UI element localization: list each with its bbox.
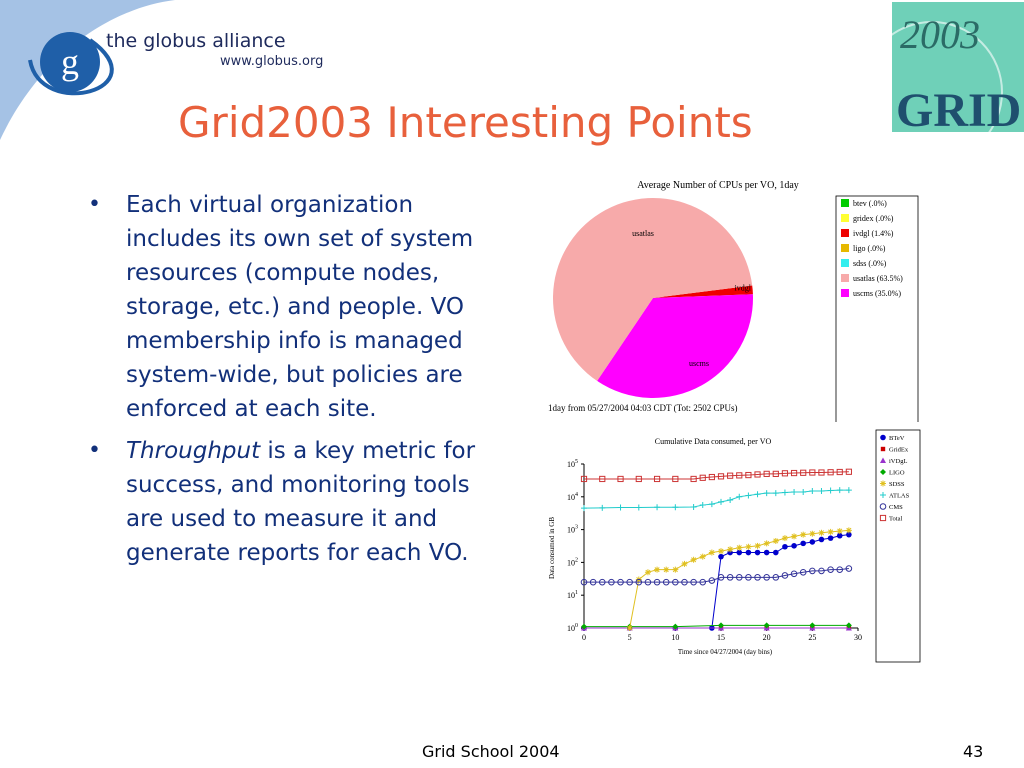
data-point (880, 515, 885, 520)
grid2003-badge (892, 2, 1024, 132)
logo-name: the globus alliance (106, 30, 286, 52)
globus-logo (0, 0, 175, 165)
data-point (718, 548, 724, 554)
data-point (654, 567, 660, 573)
data-point (718, 554, 724, 560)
data-point (773, 490, 779, 496)
data-point (881, 447, 885, 451)
data-point (800, 532, 806, 538)
data-point (599, 505, 605, 511)
line-title: Cumulative Data consumed, per VO (654, 437, 772, 446)
pie-slices (553, 198, 753, 398)
data-point (809, 531, 815, 537)
data-point (782, 544, 788, 550)
data-point (809, 488, 815, 494)
data-point (645, 569, 651, 575)
line-legend-label: GridEx (889, 446, 909, 454)
line-legend-label: SDSS (889, 481, 905, 488)
data-point (764, 490, 770, 496)
data-point (672, 567, 678, 573)
data-point (880, 504, 886, 510)
pie-legend-swatch (841, 274, 849, 282)
line-axes (567, 459, 862, 642)
data-point (745, 492, 751, 498)
data-point (636, 505, 642, 511)
data-point (681, 561, 687, 567)
data-point (700, 554, 706, 560)
data-point (755, 550, 761, 556)
pie-legend-label: sdss (.0%) (853, 259, 887, 268)
data-point (880, 469, 886, 475)
line-legend-label: LIGO (889, 469, 905, 477)
data-point (727, 497, 733, 503)
pie-legend-label: ligo (.0%) (853, 244, 886, 253)
data-point (736, 545, 742, 551)
series-sdss (627, 527, 852, 631)
bullet-item (88, 188, 498, 426)
logo-url: www.globus.org (220, 54, 324, 69)
bullet-item (88, 434, 498, 570)
data-point (618, 505, 624, 511)
series-line (584, 625, 849, 626)
data-point (764, 540, 770, 546)
bullet-dot-icon: • (88, 438, 101, 463)
pie-legend-swatch (841, 289, 849, 297)
line-ylabel: Data consumed in GB (548, 516, 556, 580)
pie-chart (538, 172, 923, 422)
x-tick-label: 15 (717, 633, 725, 642)
y-tick-label: $10^4$ (567, 491, 578, 502)
data-point (791, 489, 797, 495)
data-point (691, 557, 697, 563)
logo-letter: g (61, 42, 79, 82)
pie-legend (841, 199, 903, 298)
data-point (791, 533, 797, 539)
pie-legend-swatch (841, 244, 849, 252)
pie-legend-label: btev (.0%) (853, 199, 887, 208)
data-point (880, 492, 886, 498)
data-point (709, 501, 715, 507)
line-legend-label: iVDgL (889, 458, 908, 465)
series-atlas (581, 487, 852, 511)
pie-legend-swatch (841, 229, 849, 237)
data-point (846, 527, 852, 533)
pie-slice-label: ivdgl (734, 283, 751, 293)
x-tick-label: 20 (762, 633, 771, 642)
data-point (654, 504, 660, 510)
series-line (584, 472, 849, 479)
pie-legend-label: uscms (35.0%) (853, 289, 901, 298)
data-point (800, 541, 806, 547)
y-tick-label: $10^1$ (567, 590, 578, 601)
pie-legend-swatch (841, 199, 849, 207)
data-point (818, 488, 824, 494)
data-point (837, 528, 843, 534)
data-point (837, 487, 843, 493)
data-point (709, 550, 715, 556)
series-total (581, 469, 851, 481)
pie-slice-label: uscms (689, 359, 709, 368)
data-point (691, 504, 697, 510)
data-point (773, 538, 779, 544)
y-tick-label: $10^2$ (567, 557, 578, 568)
line-chart (538, 428, 923, 668)
data-point (745, 544, 751, 550)
x-tick-label: 30 (854, 633, 862, 642)
data-point (810, 539, 816, 545)
data-point (663, 567, 669, 573)
data-point (755, 491, 761, 497)
data-point (581, 505, 587, 511)
y-tick-label: $10^0$ (567, 623, 578, 633)
data-point (828, 488, 834, 494)
data-point (782, 490, 788, 496)
series-cms (581, 566, 851, 585)
data-point (764, 550, 770, 556)
badge-grid: GRID (896, 84, 1022, 132)
data-point (755, 543, 761, 549)
pie-legend-swatch (841, 214, 849, 222)
data-point (880, 435, 886, 441)
data-point (700, 502, 706, 508)
data-point (718, 499, 724, 505)
pie-title: Average Number of CPUs per VO, 1day (637, 180, 799, 191)
bullet-italic-lead: Throughput (126, 438, 261, 464)
y-tick-label: $10^3$ (567, 524, 578, 535)
bullet-dot-icon: • (88, 192, 101, 217)
data-point (627, 625, 633, 631)
data-point (782, 535, 788, 541)
x-tick-label: 0 (582, 633, 586, 642)
line-legend (880, 435, 910, 523)
data-point (819, 537, 825, 543)
data-point (746, 550, 752, 556)
data-point (791, 543, 797, 549)
page-number: 43 (963, 742, 984, 761)
data-point (800, 489, 806, 495)
line-legend-label: BTeV (889, 435, 905, 442)
slide-title: Grid2003 Interesting Points (178, 98, 753, 147)
data-point (773, 550, 779, 556)
bullet-list (88, 188, 498, 578)
badge-year: 2003 (900, 12, 980, 57)
series-line (584, 490, 849, 508)
y-tick-label: $10^5$ (567, 459, 578, 469)
pie-legend-swatch (841, 259, 849, 267)
bullet-text: Each virtual organization includes its own set of system resources (compute nodes, storage, etc.) and people. VO membership info is managed system-wide, but policies are enforced at each site. (126, 192, 474, 422)
data-point (818, 530, 824, 536)
data-point (880, 458, 886, 464)
x-tick-label: 10 (671, 633, 680, 642)
data-point (880, 481, 886, 487)
footer-label: Grid School 2004 (422, 742, 560, 761)
x-tick-label: 25 (808, 633, 817, 642)
series-btev (581, 532, 851, 631)
line-legend-label: ATLAS (889, 492, 910, 500)
pie-subtitle: 1day from 05/27/2004 04:03 CDT (Tot: 2502 CPUs) (548, 403, 738, 413)
line-legend-label: Total (889, 515, 903, 523)
data-point (828, 529, 834, 535)
data-point (727, 546, 733, 552)
data-point (672, 504, 678, 510)
line-xlabel: Time since 04/27/2004 (day bins) (677, 648, 773, 656)
line-series (581, 469, 852, 631)
pie-legend-label: gridex (.0%) (853, 214, 894, 223)
line-legend-label: CMS (889, 504, 903, 511)
data-point (846, 487, 852, 493)
pie-legend-label: ivdgl (1.4%) (853, 229, 894, 238)
data-point (828, 535, 834, 541)
x-tick-label: 5 (627, 633, 632, 642)
pie-legend-label: usatlas (63.5%) (853, 274, 903, 283)
bullet-text: is a key metric for success, and monitoring tools are used to measure it and generate reports for each VO. (126, 438, 476, 566)
data-point (736, 494, 742, 500)
pie-slice-label: usatlas (632, 229, 654, 238)
